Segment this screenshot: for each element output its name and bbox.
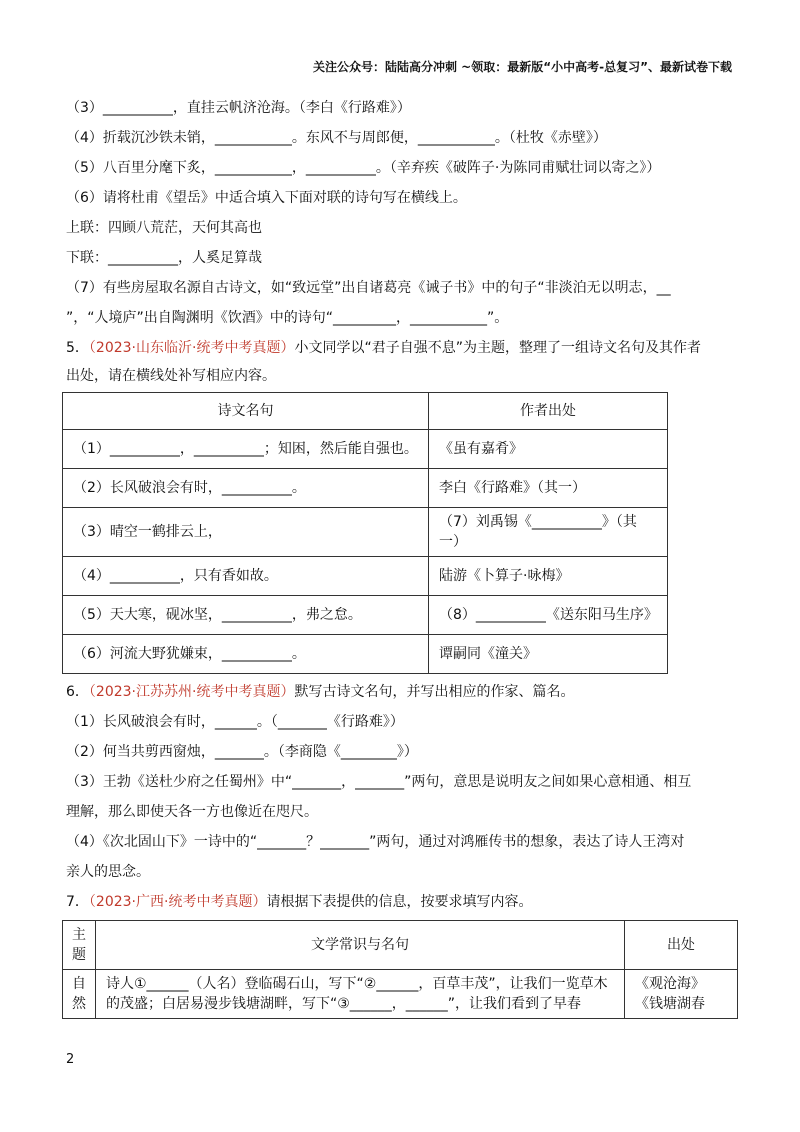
q6-item-2: （2）何当共剪西窗烛，_______。（李商隐《________》） (66, 744, 418, 760)
q7-content: 诗人①______（人名）登临碣石山，写下“②______，百草丰茂”，让我们一览草木的茂盛；白居易漫步钱塘湖畔，写下“③______，______”，让我们看到了早春 (96, 970, 625, 1019)
q6-source: （2023·江苏苏州·统考中考真题） (88, 684, 295, 700)
q7-source-2: 《钱塘湖春 (635, 996, 705, 1012)
table-row (63, 970, 738, 1019)
q7-number: 7． (66, 894, 89, 910)
q6-item-3: （3）王勃《送杜少府之任蜀州》中“_______，_______”两句，意思是说明友之间如果心意相通、相互 (66, 774, 692, 790)
q4-item-7-line2: ”，“人境庐”出自陶渊明《饮酒》中的诗句“_________，___________”。 (66, 310, 509, 326)
q6-item-1: （1）长风破浪会有时，______。（_______《行路难》） (66, 714, 404, 730)
q5-stem-text: 小文同学以“君子自强不息”为主题，整理了一组诗文名句及其作者 (294, 340, 701, 356)
q7-source: （2023·广西·统考中考真题） (88, 894, 267, 910)
q7-stem (66, 892, 532, 912)
q5-row5-source: （8）__________《送东阳马生序》 (429, 596, 668, 635)
q7-theme: 自然 (63, 970, 96, 1019)
q4-item-6: （6）请将杜甫《望岳》中适合填入下面对联的诗句写在横线上。 (66, 190, 467, 206)
q6-item-3-cont: 理解，那么即使天各一方也像近在咫尺。 (66, 804, 318, 820)
q5-row4-source: 陆游《卜算子·咏梅》 (429, 557, 668, 596)
q7-header-source: 出处 (625, 921, 738, 970)
q5-row5-verse: （5）天大寒，砚冰坚，__________，弗之怠。 (63, 596, 429, 635)
table-row (63, 430, 668, 469)
q5-number: 5． (66, 340, 89, 356)
q4-item-5: （5）八百里分麾下炙，___________，__________。（辛弃疾《破阵子·为陈同甫赋壮词以寄之》） (66, 160, 661, 176)
q7-source-1: 《观沧海》 (635, 976, 705, 992)
table-row (63, 635, 668, 674)
q6-stem-text: 默写古诗文名句，并写出相应的作家、篇名。 (294, 684, 575, 700)
q7-header-theme: 主题 (63, 921, 96, 970)
q5-row3-source: （7）刘禹锡《__________》（其一） (429, 508, 668, 557)
couplet-upper: 上联：四顾八荒茫，天何其高也 (66, 220, 262, 236)
q7-header-content: 文学常识与名句 (96, 921, 625, 970)
table-row (63, 596, 668, 635)
q5-header-source: 作者出处 (429, 393, 668, 430)
q4-item-7-line1: （7）有些房屋取名源自古诗文，如“致远堂”出自诸葛亮《诫子书》中的句子“非淡泊无以明志，__ (66, 280, 671, 296)
q6-number: 6． (66, 684, 89, 700)
q5-header-verse: 诗文名句 (63, 393, 429, 430)
table-row (63, 508, 668, 557)
q5-row2-verse: （2）长风破浪会有时，__________。 (63, 469, 429, 508)
q5-row6-source: 谭嗣同《潼关》 (429, 635, 668, 674)
q5-stem-line2: 出处，请在横线处补写相应内容。 (66, 368, 276, 384)
q5-row1-verse: （1）__________，__________；知困，然后能自强也。 (63, 430, 429, 469)
q5-stem (66, 338, 701, 358)
q5-row2-source: 李白《行路难》（其一） (429, 469, 668, 508)
q4-item-3: （3）__________，直挂云帆济沧海。（李白《行路难》） (66, 100, 411, 116)
q5-row4-verse: （4）__________，只有香如故。 (63, 557, 429, 596)
q5-row6-verse: （6）河流大野犹嫌束，__________。 (63, 635, 429, 674)
q5-row3-verse: （3）晴空一鹤排云上， (63, 508, 429, 557)
q6-item-4-cont: 亲人的思念。 (66, 864, 150, 880)
q4-item-4: （4）折载沉沙铁未销，___________。东风不与周郎便，___________。（杜牧《赤壁》） (66, 130, 607, 146)
q5-table (62, 392, 668, 674)
q7-stem-text: 请根据下表提供的信息，按要求填写内容。 (266, 894, 533, 910)
page-number: 2 (66, 1052, 75, 1067)
table-row (63, 469, 668, 508)
q6-stem (66, 682, 574, 702)
page-header: 关注公众号：陆陆高分冲刺 ~领取：最新版“小中高考-总复习”、最新试卷下载 (313, 60, 732, 74)
q5-row1-source: 《虽有嘉肴》 (429, 430, 668, 469)
couplet-lower: 下联：__________，人奚足算哉 (66, 250, 262, 266)
q7-source-cell (625, 970, 738, 1019)
q6-item-4: （4）《次北固山下》一诗中的“_______？_______”两句，通过对鸿雁传书的想象，表达了诗人王湾对 (66, 834, 685, 850)
table-row (63, 557, 668, 596)
q7-table (62, 920, 738, 1019)
q5-source: （2023·山东临沂·统考中考真题） (88, 340, 295, 356)
